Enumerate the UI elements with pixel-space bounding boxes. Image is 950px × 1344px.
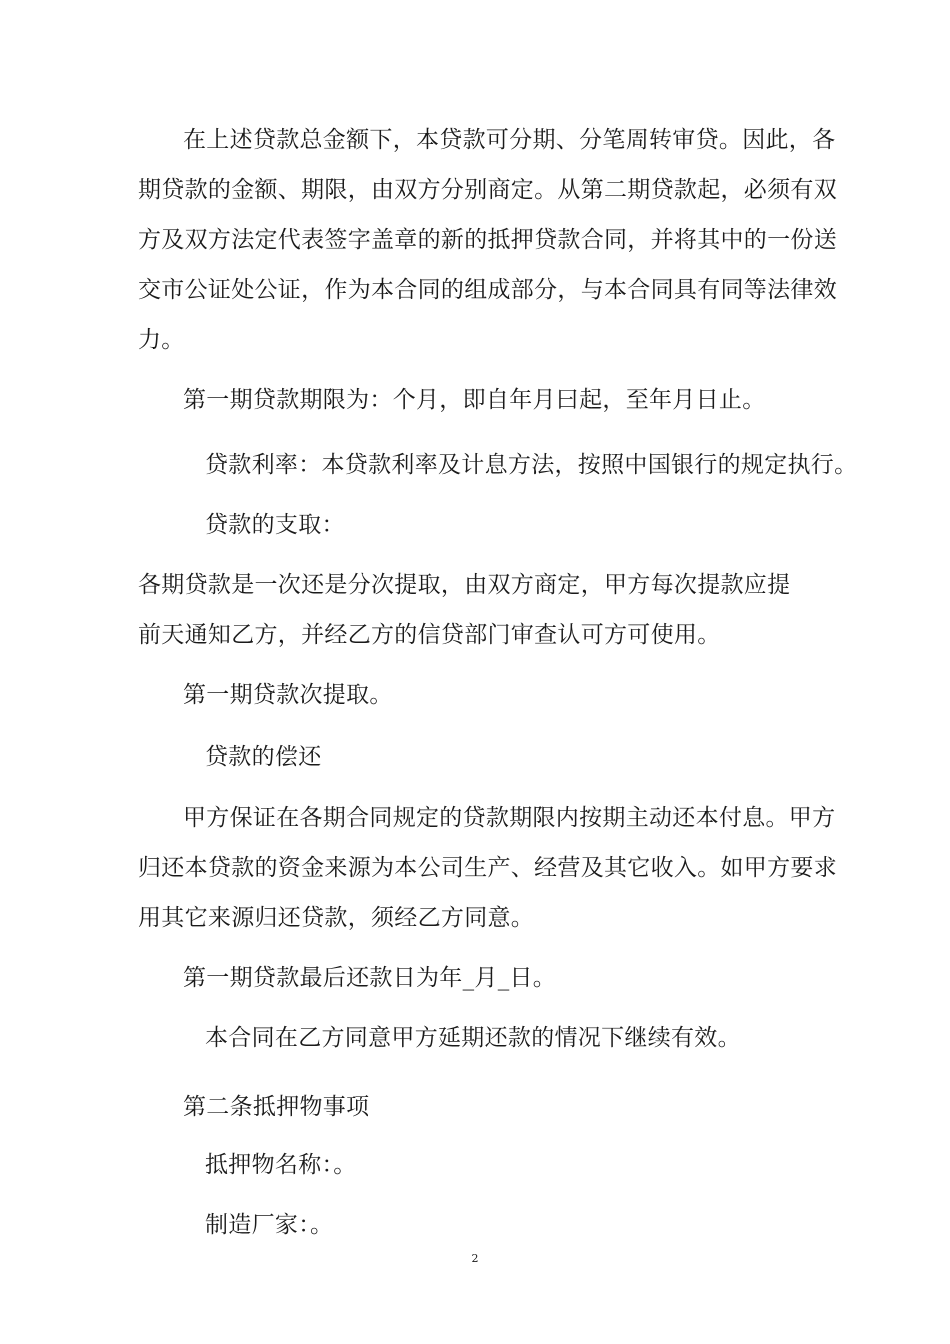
manufacturer-line: 制造厂家：。: [205, 1212, 334, 1238]
repayment-line-1: 甲方保证在各期合同规定的贷款期限内按期主动还本付息。甲方: [183, 805, 836, 831]
paragraph-1-line-1: 在上述贷款总金额下，本贷款可分期、分笔周转审贷。因此，各: [183, 127, 836, 153]
repayment-heading: 贷款的偿还: [205, 744, 322, 770]
page-number: 2: [471, 1252, 479, 1265]
loan-term-line: 第一期贷款期限为：个月，即自年月曰起，至年月日止。: [183, 387, 766, 413]
last-repayment-line: 第一期贷款最后还款日为年_月_日。: [183, 965, 557, 991]
repayment-line-2: 归还本贷款的资金来源为本公司生产、经营及其它收入。如甲方要求: [138, 855, 837, 881]
paragraph-1-line-2: 期贷款的金额、期限，由双方分别商定。从第二期贷款起，必须有双: [138, 177, 837, 203]
withdrawal-line-1: 各期贷款是一次还是分次提取，由双方商定，甲方每次提款应提: [138, 572, 791, 598]
collateral-name-line: 抵押物名称：。: [205, 1152, 357, 1178]
paragraph-1-line-3: 方及双方法定代表签字盖章的新的抵押贷款合同，并将其中的一份送: [138, 227, 837, 253]
interest-rate-line: 贷款利率：本贷款利率及计息方法，按照中国银行的规定执行。: [205, 452, 858, 478]
paragraph-1-line-4: 交市公证处公证，作为本合同的组成部分，与本合同具有同等法律效: [138, 277, 837, 303]
first-withdrawal-line: 第一期贷款次提取。: [183, 682, 393, 708]
repayment-line-3: 用其它来源归还贷款，须经乙方同意。: [138, 905, 535, 931]
extension-line: 本合同在乙方同意甲方延期还款的情况下继续有效。: [205, 1025, 741, 1051]
withdrawal-heading: 贷款的支取：: [205, 512, 345, 538]
article-two-heading: 第二条抵押物事项: [183, 1094, 370, 1120]
paragraph-1-line-5: 力。: [138, 327, 185, 353]
withdrawal-line-2: 前天通知乙方，并经乙方的信贷部门审查认可方可使用。: [138, 622, 721, 648]
